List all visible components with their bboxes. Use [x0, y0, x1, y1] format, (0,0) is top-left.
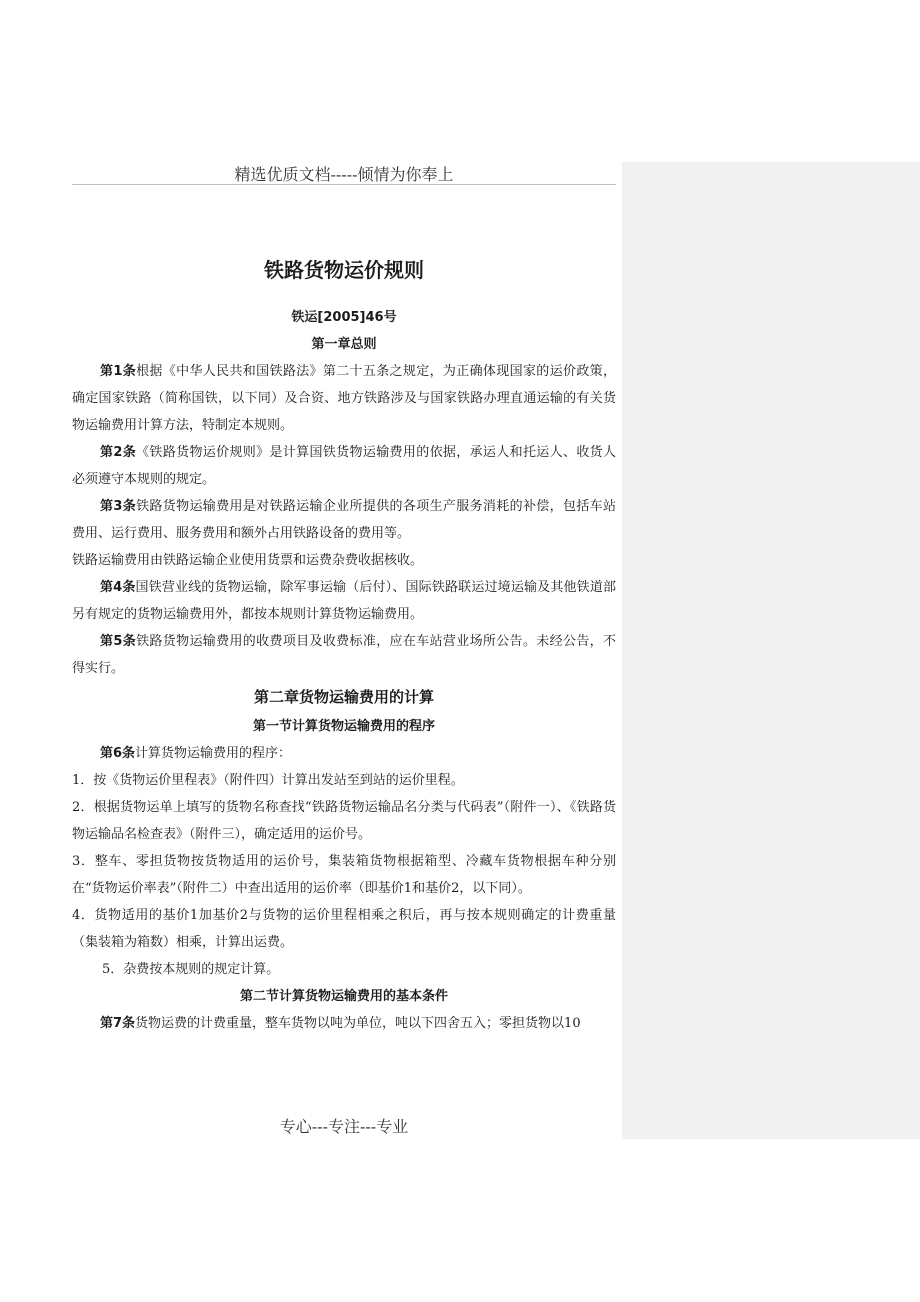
article-label: 第4条 — [100, 580, 136, 595]
article-2 — [72, 439, 616, 493]
article-label: 第7条 — [100, 1016, 136, 1031]
document-number: 铁运[2005]46号 — [291, 310, 397, 325]
article-text: 铁路货物运输费用是对铁路运输企业所提供的各项生产服务消耗的补偿，包括车站费用、运行费用、服务费用和额外占用铁路设备的费用等。 — [72, 499, 616, 541]
article-text: 《铁路货物运价规则》是计算国铁货物运输费用的依据，承运人和托运人、收货人必须遵守本规则的规定。 — [72, 445, 616, 487]
section-1-heading: 第一节计算货物运输费用的程序 — [252, 719, 435, 734]
procedure-step-4: 4．货物适用的基价1加基价2与货物的运价里程相乘之积后，再与按本规则确定的计费重量（集装箱为箱数）相乘，计算出运费。 — [72, 908, 616, 950]
article-1 — [72, 358, 616, 439]
procedure-step-1: 1．按《货物运价里程表》（附件四）计算出发站至到站的运价里程。 — [72, 773, 464, 788]
page-header: 精选优质文档-----倾情为你奉上 — [72, 162, 616, 185]
article-label: 第1条 — [100, 364, 137, 379]
article-label: 第5条 — [100, 634, 137, 649]
article-text: 根据《中华人民共和国铁路法》第二十五条之规定，为正确体现国家的运价政策，确定国家铁路（简称国铁，以下同）及合资、地方铁路涉及与国家铁路办理直通运输的有关货物运输费用计算方法，特制定本规则。 — [72, 364, 616, 433]
article-7 — [72, 1010, 616, 1037]
page-footer: 专心---专注---专业 — [279, 1117, 409, 1136]
document-body — [72, 304, 616, 1037]
chapter-1-heading: 第一章总则 — [311, 337, 377, 352]
comment-sidebar — [622, 162, 920, 1139]
document-title: 铁路货物运价规则 — [264, 258, 424, 282]
article-5 — [72, 628, 616, 682]
article-3-extra: 铁路运输费用由铁路运输企业使用货票和运费杂费收据核收。 — [72, 553, 424, 568]
article-text: 计算货物运输费用的程序： — [135, 746, 292, 761]
article-4 — [72, 574, 616, 628]
chapter-2-heading: 第二章货物运输费用的计算 — [253, 688, 434, 706]
procedure-step-2: 2．根据货物运单上填写的货物名称查找“铁路货物运输品名分类与代码表”（附件一）、《铁路货物运输品名检查表》（附件三），确定适用的运价号。 — [72, 800, 616, 842]
procedure-step-5: 5．杂费按本规则的规定计算。 — [102, 962, 280, 977]
article-text: 铁路货物运输费用的收费项目及收费标准，应在车站营业场所公告。未经公告，不得实行。 — [72, 634, 616, 676]
article-label: 第3条 — [100, 499, 137, 514]
procedure-step-3: 3．整车、零担货物按货物适用的运价号，集装箱货物根据箱型、冷藏车货物根据车种分别在“货物运价率表”（附件二）中查出适用的运价率（即基价1和基价2，以下同）。 — [72, 854, 616, 896]
article-text: 国铁营业线的货物运输，除军事运输（后付）、国际铁路联运过境运输及其他铁道部另有规定的货物运输费用外，都按本规则计算货物运输费用。 — [72, 580, 616, 622]
article-text: 货物运费的计费重量，整车货物以吨为单位，吨以下四舍五入；零担货物以10 — [135, 1016, 581, 1031]
article-3 — [72, 493, 616, 547]
article-label: 第2条 — [100, 445, 137, 460]
article-label: 第6条 — [100, 746, 136, 761]
section-2-heading: 第二节计算货物运输费用的基本条件 — [239, 989, 448, 1004]
article-6 — [72, 740, 616, 767]
